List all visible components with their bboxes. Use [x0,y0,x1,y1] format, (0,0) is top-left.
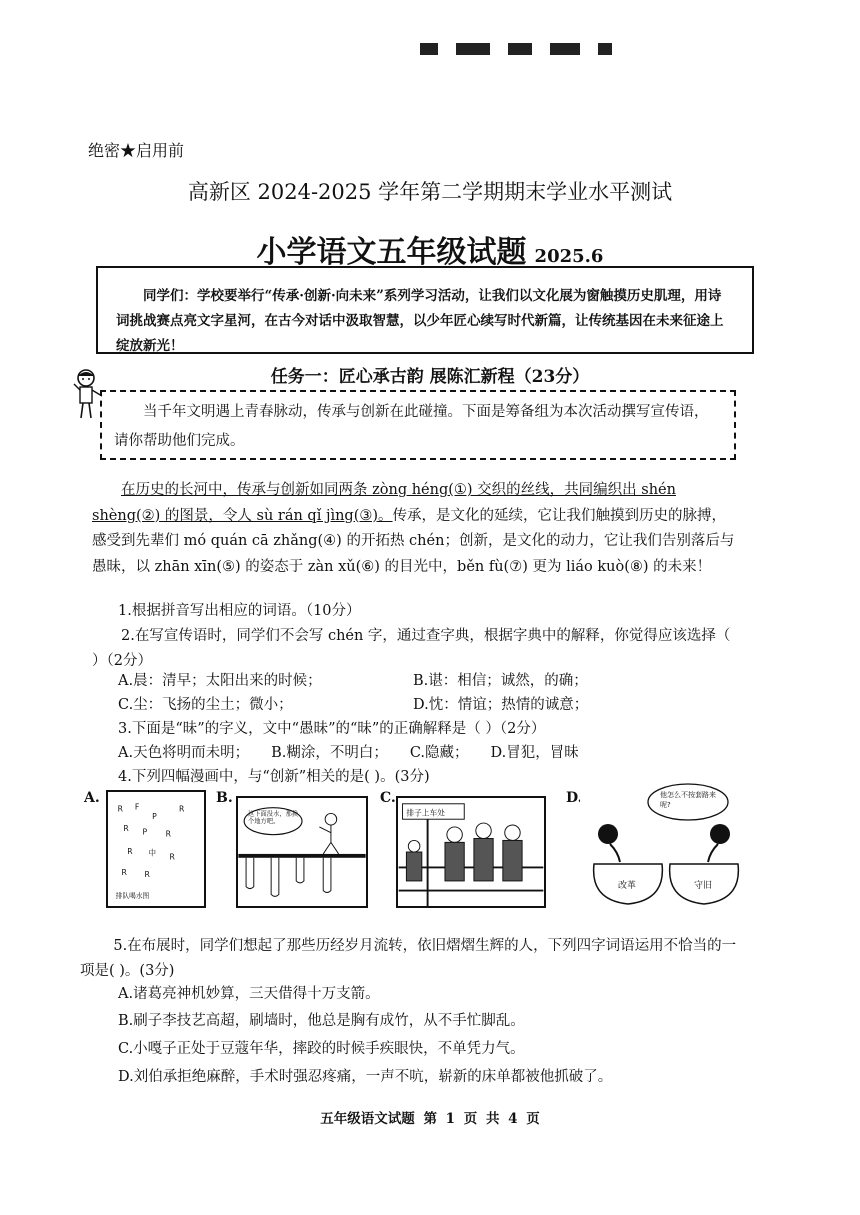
comic-a-letter: A. [84,790,100,806]
task1-title: 任务一：匠心承古韵 展陈汇新程（23分） [270,367,590,387]
question-5-option-a: A.诸葛亮神机妙算，三天借得十万支箭。 [118,986,380,1002]
question-3-options [118,741,601,762]
option-d: D.冒犯，冒昧 [490,745,579,761]
svg-text:R: R [117,804,123,814]
scan-marks [420,40,700,54]
comic-d-jar-left: 改革 [618,881,637,891]
comic-d-bubble: 他怎么不按套路来呢? [660,791,716,809]
svg-text:R: R [179,804,185,814]
comic-a [106,790,206,908]
svg-text:P: P [152,812,157,822]
option-a: A.晨：清早；太阳出来的时候； [118,673,322,689]
comic-c-sign: 排子上车处 [406,808,445,818]
question-2-stem: 2.在写宣传语时，同学们不会写 chén 字，通过查字典，根据字典中的解释，你觉得应该选择（ ）（2分） [92,628,731,669]
task1-instruction-box: 当千年文明遇上青春脉动，传承与创新在此碰撞。下面是筹备组为本次活动撰写宣传语，请你帮助他们完成。 [100,390,736,460]
comic-c [396,796,546,908]
option-c: C.隐藏； [409,745,469,761]
option-b: B.谌：相信；诚然，的确； [413,673,588,689]
question-3-stem: 3.下面是“昧”的字义，文中“愚昧”的“昧”的正确解释是（ ）（2分） [118,721,546,737]
comic-c-letter: C. [380,790,396,806]
comic-b-bubble: 这下面没水，那换个地方吧。 [248,809,299,825]
comic-a-caption: 排队喝水图 [115,891,150,900]
question-5-stem: 5.在布展时，同学们想起了那些历经岁月流转，依旧熠熠生辉的人，下列四字词语运用不恰当的一项是( )。(3分) [80,938,737,979]
passage-rest: 传承，是文化的延续，它让我们触摸到历史的脉搏，感受到先辈们 mó quán cā zhǎng(④) 的开拓热 chén；创新，是文化的动力，它让我们告别落后与愚昧，以 zhān xīn(⑤) 的姿态于 zàn xǔ(⑥) 的目光中，běn fù(⑦) 更为 liáo kuò(⑧) 的未来！ [92,507,735,575]
paper-title [0,227,860,271]
svg-text:R: R [123,823,129,833]
confidential-label: 绝密★启用前 [88,141,185,160]
svg-text:R: R [165,829,171,839]
svg-text:R: R [169,852,175,862]
question-5-option-b: B.刷子李技艺高超，刷墙时，他总是胸有成竹，从不手忙脚乱。 [118,1013,525,1029]
question-4-stem: 4.下列四幅漫画中，与“创新”相关的是( )。(3分) [118,769,430,785]
question-1: 1.根据拼音写出相应的词语。（10分） [118,603,361,619]
paper-date: 2025.6 [534,246,604,267]
comic-b-letter: B. [216,790,233,806]
question-5-option-c: C.小嘎子正处于豆蔻年华，摔跤的时候手疾眼快，不单凭力气。 [118,1041,525,1057]
option-a: A.天色将明而未明； [118,745,250,761]
comic-d [580,780,748,910]
svg-text:P: P [142,827,148,837]
option-d: D.忱：情谊；热情的诚意； [413,697,589,713]
question-5-option-d: D.刘伯承拒绝麻醉，手术时强忍疼痛，一声不吭，崭新的床单都被他抓破了。 [118,1069,613,1085]
passage [92,478,740,580]
svg-text:R: R [144,869,150,879]
question-2-options-row1 [118,669,588,690]
comic-b [236,796,368,908]
comic-d-letter: D. [566,790,583,806]
option-c: C.尘：飞扬的尘土；微小； [118,697,293,713]
exam-title: 高新区 2024-2025 学年第二学期期末学业水平测试 [187,180,673,204]
page-footer: 五年级语文试题 第 1 页 共 4 页 [320,1111,540,1127]
passage-underlined: 在历史的长河中，传承与创新如同两条 zòng héng(①) 交织的丝线，共同编织出 shén shèng(②) 的图景，令人 sù rán qǐ jìng(③)。 [92,482,676,524]
question-2-options-row2 [118,693,588,714]
comic-d-jar-right: 守旧 [694,881,713,891]
svg-text:R: R [121,867,127,877]
option-b: B.糊涂，不明白； [271,745,388,761]
svg-text:中: 中 [148,848,156,858]
paper-title-text: 小学语文五年级试题 [256,235,527,270]
intro-box: 同学们：学校要举行“传承·创新·向未来”系列学习活动，让我们以文化展为窗触摸历史肌理，用诗词挑战赛点亮文字星河，在古今对话中汲取智慧，以少年匠心续写时代新篇，让传统基因在未来征途上绽放新光！ [96,266,754,354]
svg-text:F: F [134,802,140,812]
svg-text:R: R [127,846,133,856]
